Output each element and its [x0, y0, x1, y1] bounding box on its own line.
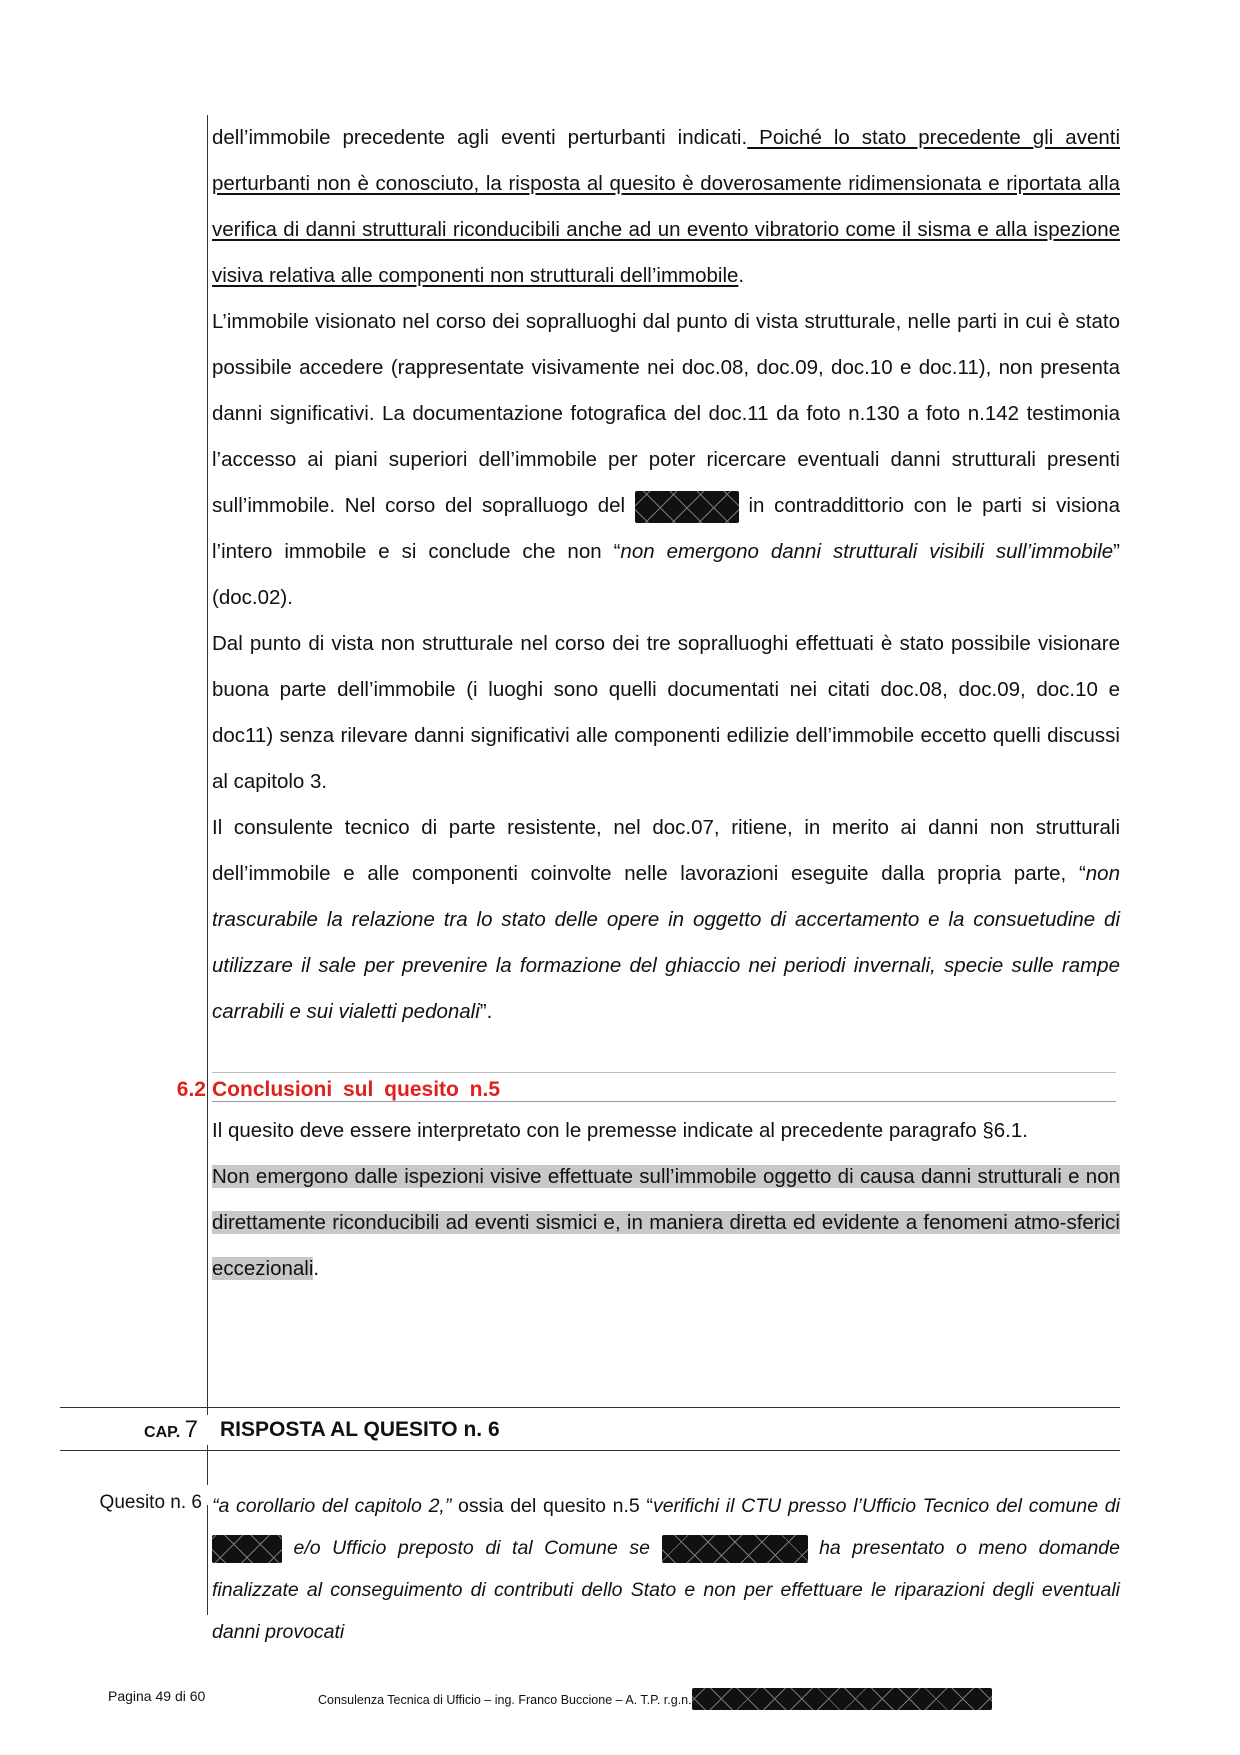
quoted-italic-text: ha presentato o meno domande finalizzate al conseguimento di contributi dello Stato e non per effettuare le riparazioni degli eventuali danni provocati	[212, 1537, 1120, 1643]
chapter-title: RISPOSTA AL QUESITO n. 6	[220, 1418, 500, 1441]
redaction-block	[212, 1535, 282, 1563]
section-number: 6.2	[176, 1078, 206, 1101]
chapter-rule	[60, 1407, 1120, 1408]
redaction-block	[635, 491, 739, 523]
chapter-rule	[60, 1450, 1120, 1451]
footer-author	[318, 1688, 992, 1710]
quoted-italic-text: non trascurabile la relazione tra lo stato delle opere in oggetto di accertamento e la consuetudine di utilizzare il sale per prevenire la formazione del ghiaccio nei periodi invernali, specie sulle rampe carrabili e sui vialetti pedonali	[212, 862, 1120, 1023]
paragraph: Il quesito deve essere interpretato con le premesse indicate al precedente paragrafo §6.1.	[212, 1119, 1028, 1142]
chapter-label-text: CAP.	[144, 1424, 181, 1441]
paragraph: Dal punto di vista non strutturale nel corso dei tre sopralluoghi effettuati è stato possibile visionare buona parte dell’immobile (i luoghi sono quelli documentati nei citati doc.08, doc.09, doc.10 e doc11) senza rilevare danni significativi alle componenti edilizie dell’immobile eccetto quelli discussi al capitolo 3.	[212, 632, 1120, 793]
section-rule	[212, 1101, 1116, 1102]
quesito-label: Quesito n. 6	[99, 1492, 202, 1513]
text-run: .	[313, 1257, 320, 1280]
margin-rule	[207, 1445, 208, 1485]
paragraph	[212, 115, 1120, 299]
body-text-block	[212, 115, 1120, 1035]
section-rule	[212, 1072, 1116, 1073]
chapter-number: 7	[184, 1416, 198, 1443]
chapter-label	[120, 1416, 198, 1444]
underlined-text: Poiché lo stato precedente gli aventi perturbanti non è conosciuto, la risposta al quesito è doverosamente ridimensionata e riportata alla verifica di danni strutturali riconducibili anche ad un evento vibratorio come il sisma e alla ispezione visiva relativa alle componenti non strutturali dell’immobile	[212, 126, 1121, 287]
text-run: L’immobile visionato nel corso dei sopralluoghi dal punto di vista strutturale, nelle parti in cui è stato possibile accedere (rappresentate visivamente nei doc.08, doc.09, doc.10 e doc.11), non presenta danni significativi. La documentazione fotografica del doc.11 da foto n.130 a foto n.142 testimonia l’accesso ai piani superiori dell’immobile per poter ricercare eventuali danni strutturali presenti sull’immobile. Nel corso del sopralluogo del	[212, 310, 1120, 517]
body-text-block	[212, 1108, 1120, 1292]
text-run: Il consulente tecnico di parte resistente, nel doc.07, ritiene, in merito ai danni non strutturali dell’immobile e alle componenti coinvolte nelle lavorazioni eseguite dalla propria parte, “	[212, 816, 1120, 885]
paragraph	[212, 1154, 1120, 1292]
paragraph	[212, 299, 1120, 621]
text-run: ” (doc.02).	[212, 540, 1120, 609]
highlighted-text: Non emergono dalle ispezioni visive effettuate sull’immobile oggetto di causa danni strutturali e non direttamente riconducibili ad eventi sismici e, in maniera diretta ed evidente a fenomeni atmo-sferici eccezionali	[212, 1165, 1120, 1280]
text-run: ossia del quesito n.5 “	[451, 1495, 653, 1517]
quoted-italic-text: e/o Ufficio preposto di tal Comune se	[282, 1537, 662, 1559]
quoted-italic-text: verifichi il CTU presso l’Ufficio Tecnico del comune di	[652, 1495, 1120, 1517]
text-run: dell’immobile precedente agli eventi perturbanti indicati.	[212, 126, 748, 149]
paragraph	[212, 805, 1120, 1035]
text-run: .	[738, 264, 745, 287]
redaction-block	[662, 1535, 808, 1563]
section-title: Conclusioni sul quesito n.5	[212, 1078, 501, 1101]
text-run: ”.	[479, 1000, 493, 1023]
footer-author-text: Consulenza Tecnica di Ufficio – ing. Franco Buccione – A. T.P. r.g.n.	[318, 1693, 692, 1707]
quesito-text	[212, 1485, 1120, 1653]
footer-page-number: Pagina 49 di 60	[108, 1688, 206, 1704]
text-run: in contraddittorio con le parti si visiona l’intero immobile e si conclude che non “	[212, 494, 1120, 563]
quoted-italic-text: “a corollario del capitolo 2,”	[212, 1495, 452, 1517]
quoted-italic-text: non emergono danni strutturali visibili sull’immobile	[620, 540, 1114, 563]
margin-rule	[207, 115, 208, 1415]
redaction-block	[692, 1688, 992, 1710]
margin-rule	[207, 1505, 208, 1615]
